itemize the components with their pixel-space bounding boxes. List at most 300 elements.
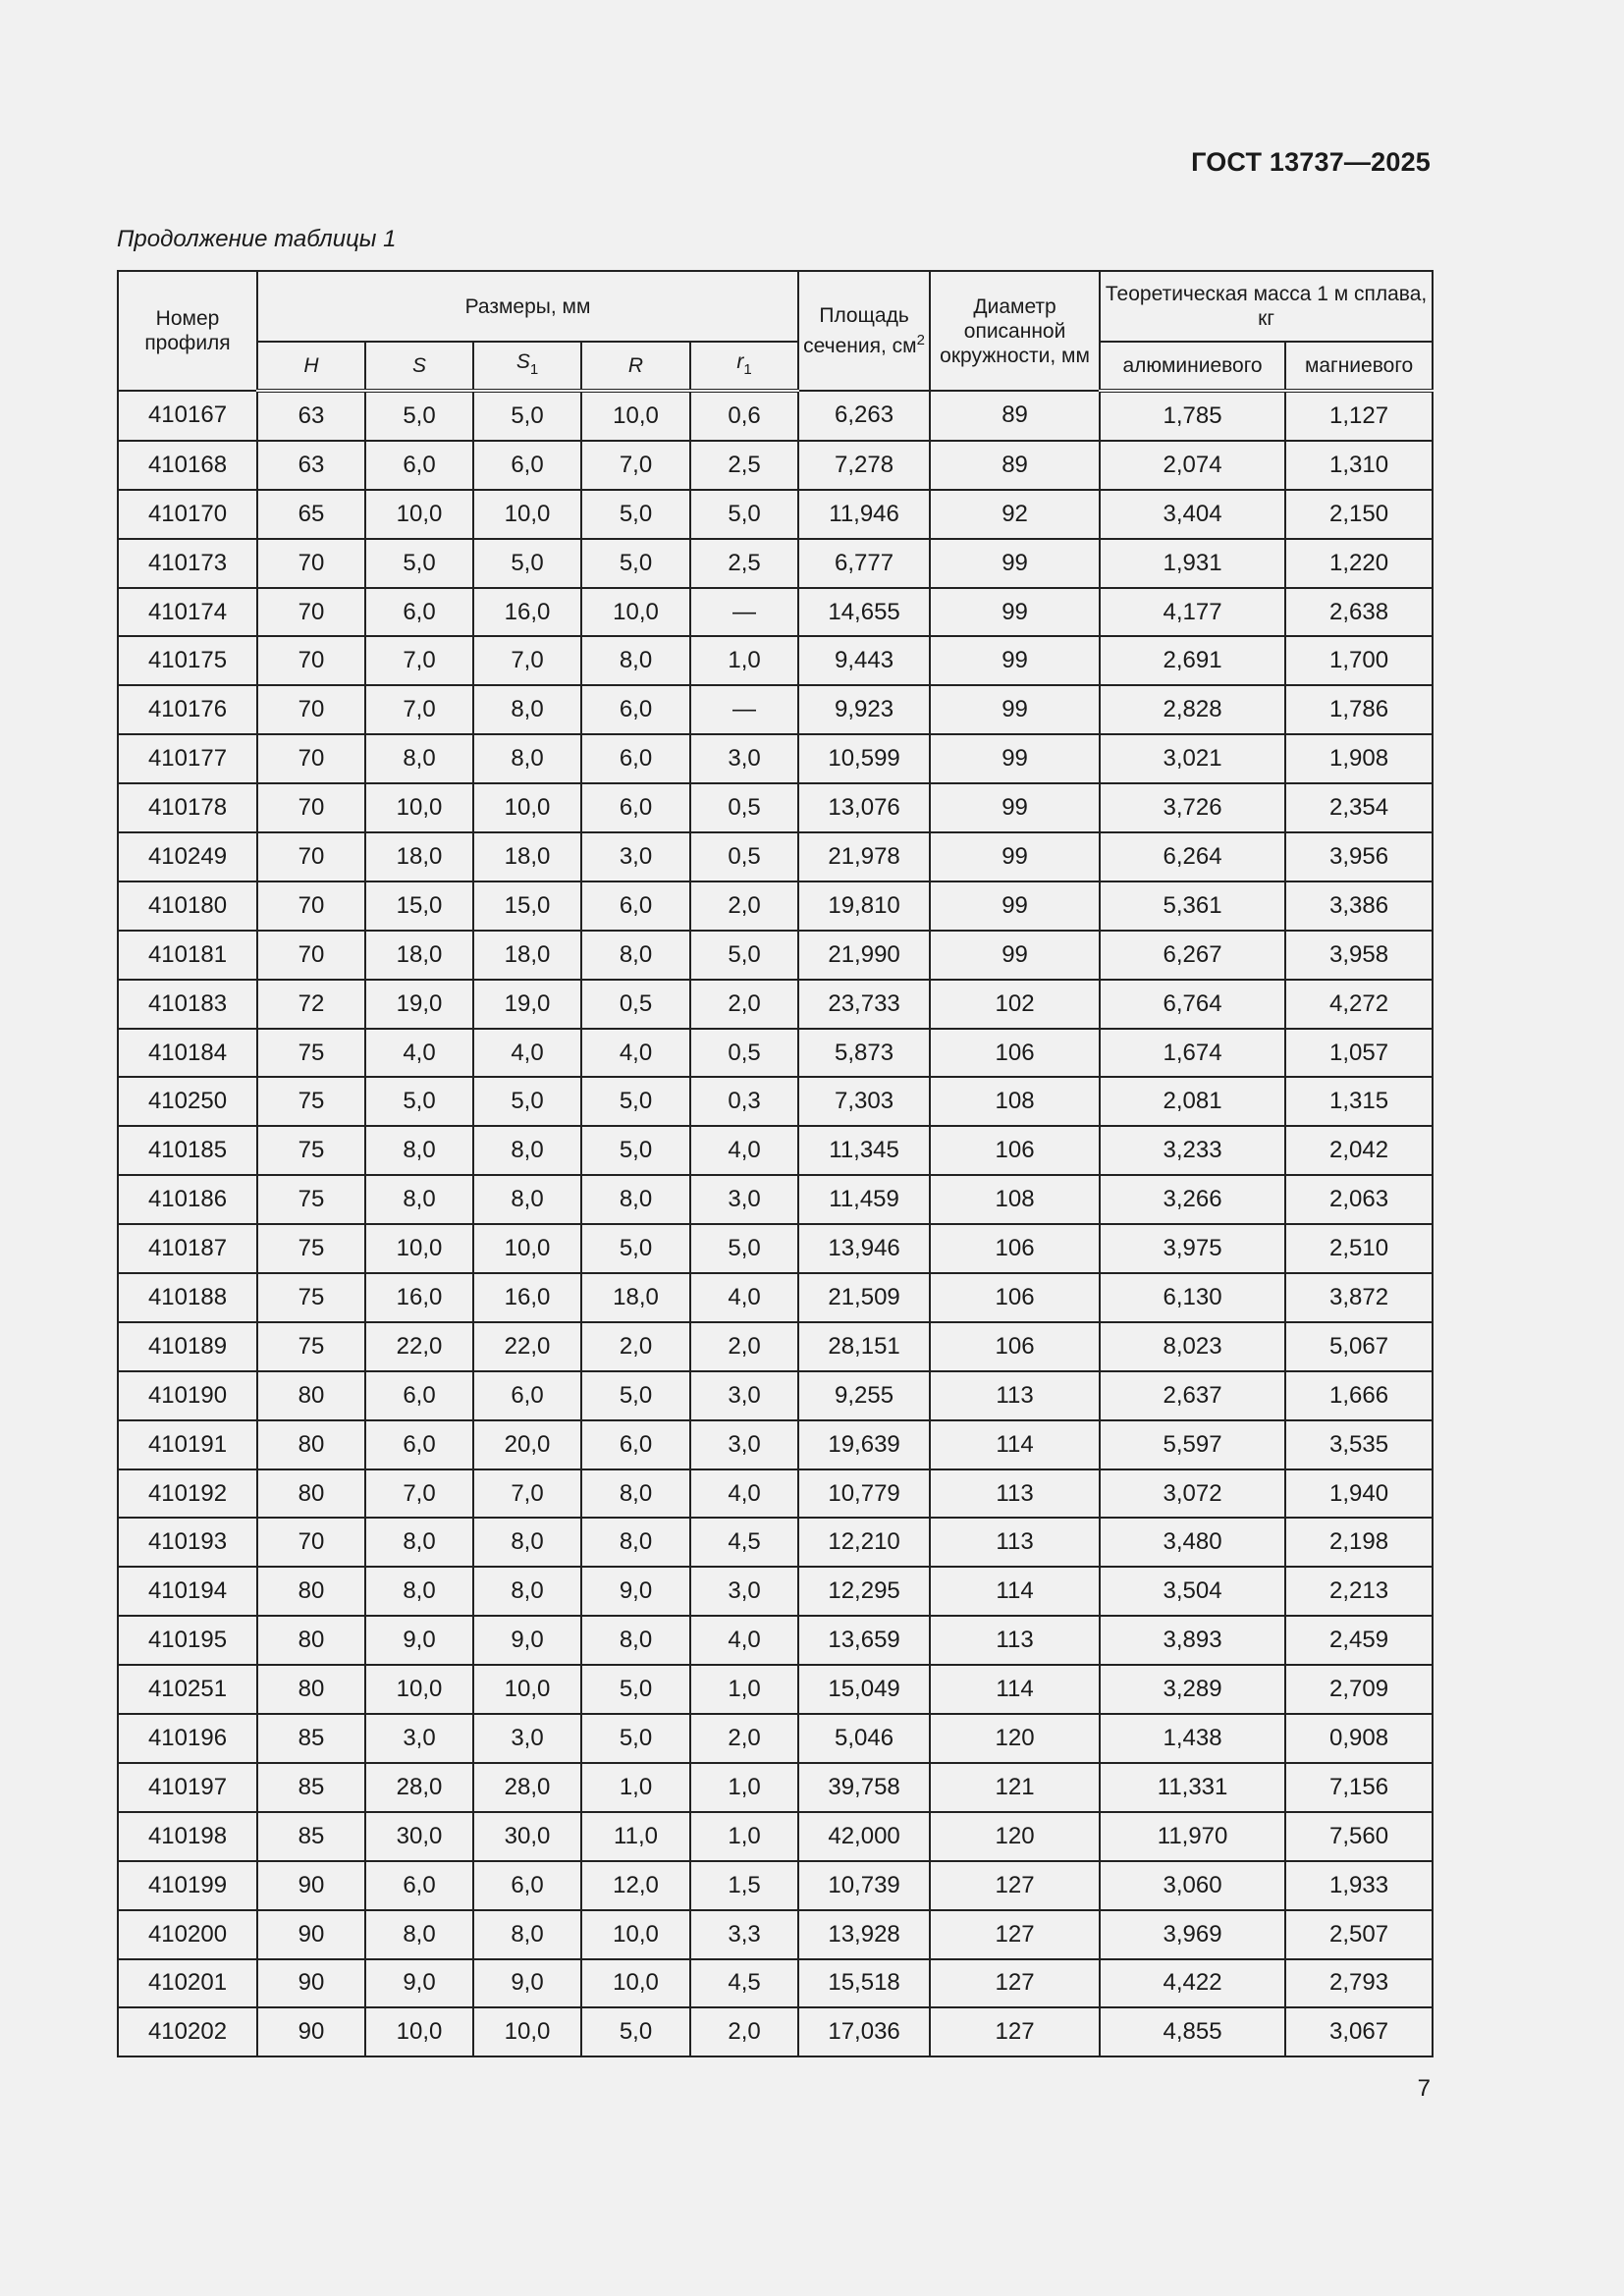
header-H: H (257, 342, 365, 391)
table-cell: 99 (930, 539, 1100, 588)
table-cell: 42,000 (798, 1812, 930, 1861)
table-cell: 39,758 (798, 1763, 930, 1812)
header-magnesium: магниевого (1285, 342, 1433, 391)
table-cell: 15,518 (798, 1959, 930, 2008)
table-cell: 18,0 (473, 832, 581, 881)
header-r1-subscript: 1 (743, 361, 752, 378)
table-cell: 0,5 (690, 783, 798, 832)
table-cell: 410181 (118, 931, 257, 980)
table-cell: 75 (257, 1224, 365, 1273)
table-cell: 21,509 (798, 1273, 930, 1322)
table-cell: 410187 (118, 1224, 257, 1273)
table-cell: 5,0 (365, 1077, 473, 1126)
table-cell: 22,0 (473, 1322, 581, 1371)
table-cell: 21,978 (798, 832, 930, 881)
table-body (118, 391, 1433, 2056)
table-cell: 410250 (118, 1077, 257, 1126)
table-cell: 5,0 (690, 490, 798, 539)
table-cell: 7,0 (365, 685, 473, 734)
table-cell: 8,0 (473, 685, 581, 734)
table-cell: 5,0 (581, 1224, 690, 1273)
table-cell: 2,0 (690, 881, 798, 931)
table-cell: 2,063 (1285, 1175, 1433, 1224)
table-cell: 3,969 (1100, 1910, 1285, 1959)
table-cell: 5,0 (365, 391, 473, 441)
table-row (118, 931, 1433, 980)
table-cell: — (690, 685, 798, 734)
table-cell: 70 (257, 734, 365, 783)
table-cell: 8,0 (581, 1469, 690, 1519)
table-cell: 10,0 (365, 783, 473, 832)
header-S1-subscript: 1 (529, 361, 539, 378)
table-cell: 410175 (118, 636, 257, 685)
table-cell: 80 (257, 1420, 365, 1469)
table-cell: 8,0 (365, 1175, 473, 1224)
table-cell: 12,0 (581, 1861, 690, 1910)
table-cell: 9,0 (365, 1616, 473, 1665)
table-cell: 113 (930, 1371, 1100, 1420)
table-cell: 99 (930, 931, 1100, 980)
table-cell: 8,0 (365, 1518, 473, 1567)
table-cell: 114 (930, 1567, 1100, 1616)
table-cell: 99 (930, 588, 1100, 637)
table-cell: 1,666 (1285, 1371, 1433, 1420)
table-cell: 6,777 (798, 539, 930, 588)
table-row (118, 539, 1433, 588)
table-cell: — (690, 588, 798, 637)
table-cell: 2,150 (1285, 490, 1433, 539)
table-cell: 70 (257, 881, 365, 931)
table-cell: 12,210 (798, 1518, 930, 1567)
table-cell: 3,060 (1100, 1861, 1285, 1910)
table-cell: 99 (930, 636, 1100, 685)
table-cell: 3,0 (690, 734, 798, 783)
table-cell: 2,459 (1285, 1616, 1433, 1665)
table-cell: 3,958 (1285, 931, 1433, 980)
table-cell: 80 (257, 1665, 365, 1714)
table-cell: 410195 (118, 1616, 257, 1665)
profile-table (117, 270, 1434, 2057)
table-cell: 6,0 (365, 1371, 473, 1420)
table-cell: 3,504 (1100, 1567, 1285, 1616)
table-cell: 1,931 (1100, 539, 1285, 588)
table-cell: 127 (930, 2007, 1100, 2056)
table-cell: 4,0 (365, 1029, 473, 1078)
table-cell: 0,5 (581, 980, 690, 1029)
table-cell: 1,5 (690, 1861, 798, 1910)
table-cell: 3,404 (1100, 490, 1285, 539)
table-cell: 9,0 (473, 1959, 581, 2008)
table-cell: 2,0 (581, 1322, 690, 1371)
table-cell: 3,0 (690, 1567, 798, 1616)
table-cell: 19,639 (798, 1420, 930, 1469)
table-cell: 7,560 (1285, 1812, 1433, 1861)
table-cell: 127 (930, 1959, 1100, 2008)
table-cell: 4,177 (1100, 588, 1285, 637)
table-cell: 70 (257, 588, 365, 637)
table-row (118, 1469, 1433, 1519)
table-cell: 3,0 (581, 832, 690, 881)
table-cell: 1,0 (690, 1763, 798, 1812)
table-cell: 99 (930, 832, 1100, 881)
table-cell: 3,726 (1100, 783, 1285, 832)
table-cell: 11,0 (581, 1812, 690, 1861)
table-row (118, 1959, 1433, 2008)
header-S1 (473, 342, 581, 391)
table-row (118, 1175, 1433, 1224)
table-cell: 15,049 (798, 1665, 930, 1714)
table-cell: 410249 (118, 832, 257, 881)
table-cell: 410193 (118, 1518, 257, 1567)
table-cell: 5,0 (690, 1224, 798, 1273)
table-cell: 7,156 (1285, 1763, 1433, 1812)
table-cell: 2,637 (1100, 1371, 1285, 1420)
table-cell: 10,0 (473, 783, 581, 832)
table-cell: 11,331 (1100, 1763, 1285, 1812)
table-cell: 18,0 (581, 1273, 690, 1322)
table-cell: 10,0 (581, 1910, 690, 1959)
table-cell: 4,0 (690, 1616, 798, 1665)
table-cell: 2,709 (1285, 1665, 1433, 1714)
table-row (118, 783, 1433, 832)
table-cell: 10,0 (473, 1224, 581, 1273)
table-cell: 3,0 (690, 1371, 798, 1420)
table-cell: 2,828 (1100, 685, 1285, 734)
table-cell: 6,0 (365, 441, 473, 490)
table-cell: 23,733 (798, 980, 930, 1029)
table-cell: 3,893 (1100, 1616, 1285, 1665)
table-cell: 13,946 (798, 1224, 930, 1273)
table-cell: 3,266 (1100, 1175, 1285, 1224)
table-cell: 6,0 (473, 1371, 581, 1420)
table-cell: 19,0 (473, 980, 581, 1029)
table-cell: 3,3 (690, 1910, 798, 1959)
table-cell: 7,0 (473, 636, 581, 685)
table-cell: 6,0 (581, 783, 690, 832)
table-cell: 410183 (118, 980, 257, 1029)
table-cell: 80 (257, 1371, 365, 1420)
table-cell: 10,739 (798, 1861, 930, 1910)
table-cell: 9,923 (798, 685, 930, 734)
table-row (118, 1518, 1433, 1567)
table-cell: 90 (257, 1910, 365, 1959)
table-cell: 410199 (118, 1861, 257, 1910)
table-cell: 9,255 (798, 1371, 930, 1420)
table-row (118, 588, 1433, 637)
table-cell: 63 (257, 441, 365, 490)
table-cell: 99 (930, 685, 1100, 734)
table-cell: 410178 (118, 783, 257, 832)
table-cell: 7,278 (798, 441, 930, 490)
table-cell: 120 (930, 1714, 1100, 1763)
table-cell: 30,0 (365, 1812, 473, 1861)
table-cell: 5,0 (581, 490, 690, 539)
table-cell: 1,933 (1285, 1861, 1433, 1910)
table-cell: 18,0 (365, 832, 473, 881)
table-cell: 2,198 (1285, 1518, 1433, 1567)
table-cell: 3,289 (1100, 1665, 1285, 1714)
table-cell: 410197 (118, 1763, 257, 1812)
table-cell: 13,659 (798, 1616, 930, 1665)
table-cell: 410200 (118, 1910, 257, 1959)
table-cell: 106 (930, 1029, 1100, 1078)
table-cell: 8,0 (473, 1910, 581, 1959)
table-cell: 6,764 (1100, 980, 1285, 1029)
table-cell: 410173 (118, 539, 257, 588)
table-cell: 10,0 (365, 1665, 473, 1714)
table-row (118, 1273, 1433, 1322)
table-cell: 28,0 (365, 1763, 473, 1812)
table-cell: 8,0 (581, 1175, 690, 1224)
table-cell: 1,674 (1100, 1029, 1285, 1078)
table-cell: 106 (930, 1126, 1100, 1175)
table-cell: 3,072 (1100, 1469, 1285, 1519)
table-cell: 1,057 (1285, 1029, 1433, 1078)
table-cell: 6,0 (365, 1420, 473, 1469)
table-cell: 106 (930, 1322, 1100, 1371)
table-cell: 11,459 (798, 1175, 930, 1224)
table-cell: 7,0 (365, 1469, 473, 1519)
table-cell: 89 (930, 391, 1100, 441)
table-cell: 1,700 (1285, 636, 1433, 685)
table-cell: 8,0 (473, 1567, 581, 1616)
table-cell: 9,0 (473, 1616, 581, 1665)
table-cell: 75 (257, 1077, 365, 1126)
table-cell: 19,0 (365, 980, 473, 1029)
table-cell: 3,0 (365, 1714, 473, 1763)
table-cell: 3,480 (1100, 1518, 1285, 1567)
table-row (118, 1126, 1433, 1175)
table-cell: 4,0 (690, 1273, 798, 1322)
table-cell: 102 (930, 980, 1100, 1029)
header-dimensions: Размеры, мм (257, 271, 798, 342)
table-cell: 410184 (118, 1029, 257, 1078)
table-cell: 3,067 (1285, 2007, 1433, 2056)
table-cell: 1,438 (1100, 1714, 1285, 1763)
table-cell: 18,0 (473, 931, 581, 980)
table-cell: 75 (257, 1175, 365, 1224)
table-cell: 4,855 (1100, 2007, 1285, 2056)
table-cell: 9,443 (798, 636, 930, 685)
table-cell: 16,0 (365, 1273, 473, 1322)
table-cell: 15,0 (473, 881, 581, 931)
table-cell: 5,0 (473, 391, 581, 441)
table-cell: 3,0 (473, 1714, 581, 1763)
table-cell: 410196 (118, 1714, 257, 1763)
table-cell: 3,021 (1100, 734, 1285, 783)
table-cell: 9,0 (365, 1959, 473, 2008)
table-cell: 21,990 (798, 931, 930, 980)
table-cell: 9,0 (581, 1567, 690, 1616)
table-row (118, 1077, 1433, 1126)
table-cell: 5,0 (473, 1077, 581, 1126)
table-cell: 5,0 (690, 931, 798, 980)
table-cell: 106 (930, 1273, 1100, 1322)
table-cell: 10,0 (365, 490, 473, 539)
table-cell: 20,0 (473, 1420, 581, 1469)
table-cell: 99 (930, 881, 1100, 931)
table-row (118, 1420, 1433, 1469)
table-cell: 99 (930, 783, 1100, 832)
table-cell: 8,0 (365, 1910, 473, 1959)
table-cell: 65 (257, 490, 365, 539)
table-row (118, 636, 1433, 685)
table-cell: 6,0 (581, 1420, 690, 1469)
table-row (118, 1763, 1433, 1812)
table-cell: 410176 (118, 685, 257, 734)
table-row (118, 441, 1433, 490)
table-cell: 10,0 (365, 1224, 473, 1273)
table-cell: 6,130 (1100, 1273, 1285, 1322)
table-row (118, 1665, 1433, 1714)
table-cell: 19,810 (798, 881, 930, 931)
table-cell: 108 (930, 1175, 1100, 1224)
table-row (118, 734, 1433, 783)
table-cell: 120 (930, 1812, 1100, 1861)
table-cell: 75 (257, 1126, 365, 1175)
table-cell: 6,0 (365, 1861, 473, 1910)
table-cell: 5,597 (1100, 1420, 1285, 1469)
table-cell: 5,046 (798, 1714, 930, 1763)
table-cell: 6,264 (1100, 832, 1285, 881)
table-cell: 70 (257, 1518, 365, 1567)
table-cell: 106 (930, 1224, 1100, 1273)
table-cell: 2,354 (1285, 783, 1433, 832)
table-cell: 7,0 (581, 441, 690, 490)
table-cell: 4,272 (1285, 980, 1433, 1029)
page-number: 7 (1417, 2075, 1431, 2102)
table-cell: 11,345 (798, 1126, 930, 1175)
table-cell: 10,779 (798, 1469, 930, 1519)
table-cell: 410201 (118, 1959, 257, 2008)
table-cell: 0,908 (1285, 1714, 1433, 1763)
table-cell: 2,5 (690, 441, 798, 490)
table-cell: 8,0 (581, 1616, 690, 1665)
table-cell: 5,0 (581, 2007, 690, 2056)
table-cell: 2,081 (1100, 1077, 1285, 1126)
table-cell: 1,908 (1285, 734, 1433, 783)
table-cell: 10,0 (581, 1959, 690, 2008)
table-row (118, 1812, 1433, 1861)
table-cell: 410188 (118, 1273, 257, 1322)
table-cell: 12,295 (798, 1567, 930, 1616)
table-cell: 28,151 (798, 1322, 930, 1371)
table-row (118, 2007, 1433, 2056)
table-cell: 8,0 (473, 1126, 581, 1175)
table-cell: 2,5 (690, 539, 798, 588)
table-cell: 99 (930, 734, 1100, 783)
table-caption: Продолжение таблицы 1 (117, 226, 397, 252)
table-cell: 410192 (118, 1469, 257, 1519)
table-cell: 5,361 (1100, 881, 1285, 931)
table-cell: 1,940 (1285, 1469, 1433, 1519)
table-cell: 410194 (118, 1567, 257, 1616)
table-row (118, 1616, 1433, 1665)
table-cell: 410180 (118, 881, 257, 931)
table-cell: 6,0 (365, 588, 473, 637)
table-cell: 410251 (118, 1665, 257, 1714)
table-cell: 8,023 (1100, 1322, 1285, 1371)
table-cell: 2,0 (690, 1714, 798, 1763)
table-cell: 4,0 (690, 1469, 798, 1519)
table-cell: 1,0 (581, 1763, 690, 1812)
table-cell: 410189 (118, 1322, 257, 1371)
table-cell: 2,213 (1285, 1567, 1433, 1616)
table-cell: 85 (257, 1763, 365, 1812)
table-cell: 410190 (118, 1371, 257, 1420)
document-code: ГОСТ 13737—2025 (1191, 147, 1431, 177)
table-cell: 70 (257, 783, 365, 832)
table-cell: 5,0 (581, 1665, 690, 1714)
table-cell: 114 (930, 1420, 1100, 1469)
table-cell: 80 (257, 1469, 365, 1519)
table-cell: 1,785 (1100, 391, 1285, 441)
table-cell: 8,0 (581, 931, 690, 980)
table-row (118, 1567, 1433, 1616)
table-cell: 410191 (118, 1420, 257, 1469)
table-cell: 121 (930, 1763, 1100, 1812)
table-row (118, 490, 1433, 539)
table-cell: 5,0 (581, 1126, 690, 1175)
table-cell: 127 (930, 1910, 1100, 1959)
table-cell: 10,0 (473, 2007, 581, 2056)
table-cell: 10,0 (473, 490, 581, 539)
table-row (118, 685, 1433, 734)
table-cell: 10,0 (365, 2007, 473, 2056)
header-r1-symbol: r (736, 350, 744, 373)
header-R: R (581, 342, 690, 391)
table-cell: 3,975 (1100, 1224, 1285, 1273)
table-cell: 410168 (118, 441, 257, 490)
table-cell: 4,422 (1100, 1959, 1285, 2008)
table-cell: 410174 (118, 588, 257, 637)
table-cell: 1,0 (690, 636, 798, 685)
header-profile-number: Номер профиля (118, 271, 257, 391)
table-cell: 30,0 (473, 1812, 581, 1861)
table-cell: 113 (930, 1469, 1100, 1519)
table-cell: 410167 (118, 391, 257, 441)
table-cell: 2,793 (1285, 1959, 1433, 2008)
table-cell: 6,0 (473, 441, 581, 490)
table-cell: 5,0 (473, 539, 581, 588)
table-cell: 70 (257, 685, 365, 734)
table-cell: 108 (930, 1077, 1100, 1126)
table-cell: 63 (257, 391, 365, 441)
table-cell: 8,0 (581, 1518, 690, 1567)
table-cell: 6,0 (473, 1861, 581, 1910)
table-row (118, 1910, 1433, 1959)
table-cell: 2,0 (690, 1322, 798, 1371)
table-cell: 85 (257, 1812, 365, 1861)
table-cell: 5,873 (798, 1029, 930, 1078)
table-cell: 5,0 (581, 1371, 690, 1420)
table-cell: 0,6 (690, 391, 798, 441)
table-cell: 5,0 (581, 539, 690, 588)
table-cell: 8,0 (473, 1175, 581, 1224)
table-cell: 410186 (118, 1175, 257, 1224)
table-cell: 1,786 (1285, 685, 1433, 734)
table-row (118, 1224, 1433, 1273)
table-row (118, 1714, 1433, 1763)
table-row (118, 1322, 1433, 1371)
table-cell: 80 (257, 1616, 365, 1665)
table-cell: 70 (257, 636, 365, 685)
table-row (118, 832, 1433, 881)
table-cell: 8,0 (365, 1126, 473, 1175)
table-cell: 5,0 (581, 1077, 690, 1126)
table-cell: 15,0 (365, 881, 473, 931)
table-cell: 14,655 (798, 588, 930, 637)
